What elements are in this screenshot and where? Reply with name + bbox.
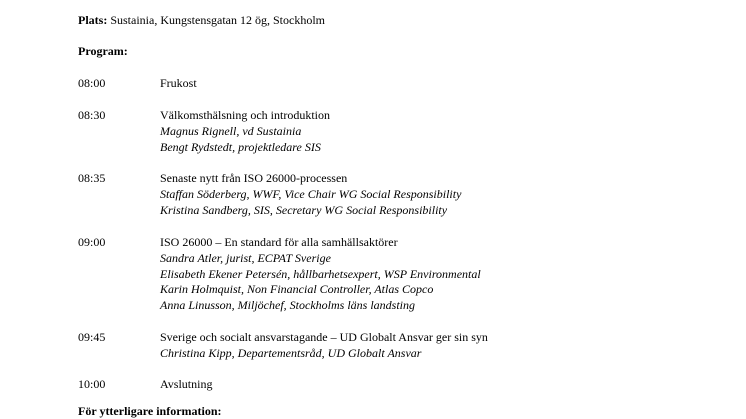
entry-speaker: Kristina Sandberg, SIS, Secretary WG Social Responsibility — [160, 202, 448, 217]
entry-speaker: Karin Holmquist, Non Financial Controller, Atlas Copco — [160, 282, 434, 297]
more-info-heading: För ytterligare information: — [78, 404, 222, 418]
entry-details — [160, 235, 700, 314]
entry-title: Avslutning — [160, 377, 213, 391]
entry-details — [160, 377, 700, 393]
entry-time: 08:30 — [78, 108, 106, 122]
program-heading: Program: — [78, 44, 128, 58]
entry-time: 08:00 — [78, 76, 106, 90]
entry-speaker: Christina Kipp, Departementsråd, UD Globalt Ansvar — [160, 345, 422, 360]
entry-details — [160, 330, 700, 362]
entry-time: 09:00 — [78, 235, 106, 249]
entry-time: 09:45 — [78, 330, 106, 344]
entry-title: Frukost — [160, 76, 197, 90]
entry-title: ISO 26000 – En standard för alla samhällsaktörer — [160, 235, 398, 249]
entry-speaker: Bengt Rydstedt, projektledare SIS — [160, 139, 321, 154]
venue-value: Sustainia, Kungstensgatan 12 ög, Stockholm — [110, 13, 325, 27]
entry-details — [160, 76, 700, 92]
entry-title: Välkomsthälsning och introduktion — [160, 108, 330, 122]
venue-line — [78, 13, 325, 28]
entry-time: 10:00 — [78, 377, 106, 391]
entry-time: 08:35 — [78, 171, 106, 185]
venue-label: Plats: — [78, 13, 108, 27]
entry-details — [160, 108, 700, 155]
entry-speaker: Elisabeth Ekener Petersén, hållbarhetsexpert, WSP Environmental — [160, 266, 481, 281]
entry-speaker: Sandra Atler, jurist, ECPAT Sverige — [160, 250, 331, 265]
entry-title: Senaste nytt från ISO 26000-processen — [160, 171, 348, 185]
entry-details — [160, 171, 700, 218]
entry-speaker: Magnus Rignell, vd Sustainia — [160, 123, 302, 138]
entry-speaker: Anna Linusson, Miljöchef, Stockholms läns landsting — [160, 298, 415, 313]
entry-speaker: Staffan Söderberg, WWF, Vice Chair WG Social Responsibility — [160, 186, 462, 201]
entry-title: Sverige och socialt ansvarstagande – UD Globalt Ansvar ger sin syn — [160, 330, 488, 344]
